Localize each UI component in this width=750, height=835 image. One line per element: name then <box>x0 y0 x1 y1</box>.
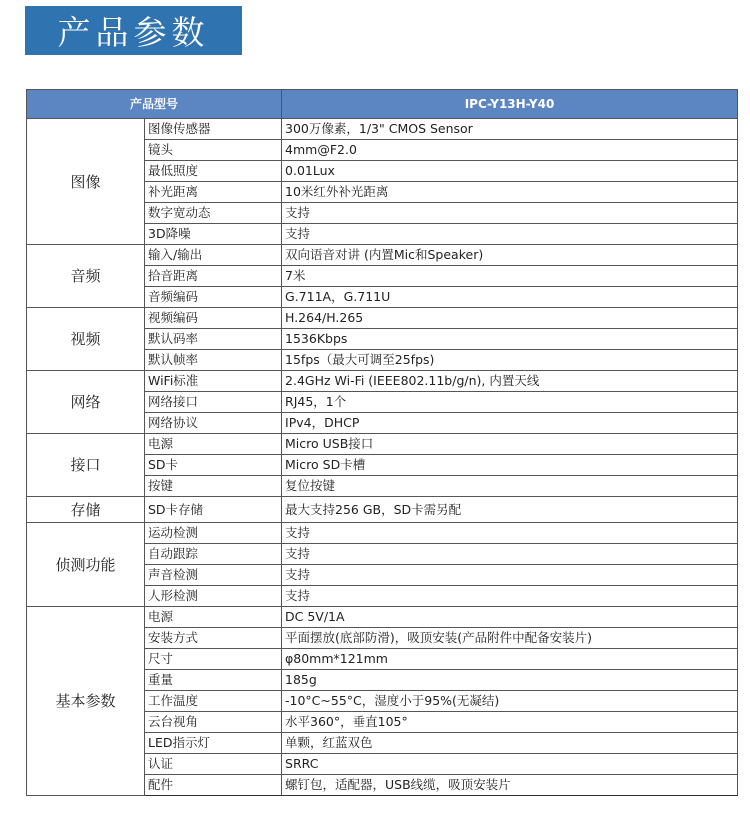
spec-body <box>27 119 738 796</box>
category-cell: 接口 <box>27 434 145 497</box>
spec-label: 音频编码 <box>145 287 282 308</box>
spec-value: 双向语音对讲 (内置Mic和Speaker) <box>282 245 738 266</box>
spec-label: 认证 <box>145 754 282 775</box>
spec-label: 网络协议 <box>145 413 282 434</box>
spec-label: 默认码率 <box>145 329 282 350</box>
spec-label: 图像传感器 <box>145 119 282 140</box>
table-row <box>27 308 738 329</box>
spec-value: Micro SD卡槽 <box>282 455 738 476</box>
spec-label: 安装方式 <box>145 628 282 649</box>
spec-value: G.711A，G.711U <box>282 287 738 308</box>
model-value: IPC-Y13H-Y40 <box>282 90 738 119</box>
spec-value: 0.01Lux <box>282 161 738 182</box>
spec-label: LED指示灯 <box>145 733 282 754</box>
spec-value: -10°C~55°C，湿度小于95%(无凝结) <box>282 691 738 712</box>
table-row <box>27 434 738 455</box>
category-cell: 存储 <box>27 497 145 523</box>
spec-value: 支持 <box>282 523 738 544</box>
spec-label: 视频编码 <box>145 308 282 329</box>
spec-value: 支持 <box>282 224 738 245</box>
spec-label: 镜头 <box>145 140 282 161</box>
spec-label: SD卡 <box>145 455 282 476</box>
spec-value: DC 5V/1A <box>282 607 738 628</box>
spec-value: 1536Kbps <box>282 329 738 350</box>
spec-value: 最大支持256 GB，SD卡需另配 <box>282 497 738 523</box>
spec-label: 输入/输出 <box>145 245 282 266</box>
category-cell: 基本参数 <box>27 607 145 796</box>
spec-label: 拾音距离 <box>145 266 282 287</box>
spec-value: IPv4，DHCP <box>282 413 738 434</box>
category-cell: 侦测功能 <box>27 523 145 607</box>
category-cell: 图像 <box>27 119 145 245</box>
spec-value: 2.4GHz Wi-Fi (IEEE802.11b/g/n), 内置天线 <box>282 371 738 392</box>
spec-label: 人形检测 <box>145 586 282 607</box>
spec-value: 支持 <box>282 586 738 607</box>
spec-value: 支持 <box>282 565 738 586</box>
model-label: 产品型号 <box>27 90 282 119</box>
spec-label: 配件 <box>145 775 282 796</box>
spec-value: 300万像素，1/3" CMOS Sensor <box>282 119 738 140</box>
table-header-row <box>27 90 738 119</box>
table-row <box>27 497 738 523</box>
category-cell: 视频 <box>27 308 145 371</box>
page-title: 产品参数 <box>25 6 242 55</box>
table-row <box>27 523 738 544</box>
spec-value: H.264/H.265 <box>282 308 738 329</box>
category-cell: 音频 <box>27 245 145 308</box>
spec-label: SD卡存储 <box>145 497 282 523</box>
spec-label: 按键 <box>145 476 282 497</box>
spec-label: 工作温度 <box>145 691 282 712</box>
spec-label: 默认帧率 <box>145 350 282 371</box>
spec-label: 尺寸 <box>145 649 282 670</box>
spec-label: 最低照度 <box>145 161 282 182</box>
spec-table <box>26 89 738 796</box>
spec-value: 平面摆放(底部防滑)，吸顶安装(产品附件中配备安装片) <box>282 628 738 649</box>
spec-value: 单颗，红蓝双色 <box>282 733 738 754</box>
spec-label: 电源 <box>145 434 282 455</box>
spec-value: SRRC <box>282 754 738 775</box>
spec-label: 重量 <box>145 670 282 691</box>
spec-value: 7米 <box>282 266 738 287</box>
table-row <box>27 119 738 140</box>
spec-value: 复位按键 <box>282 476 738 497</box>
spec-label: 运动检测 <box>145 523 282 544</box>
spec-value: 15fps（最大可调至25fps) <box>282 350 738 371</box>
spec-value: 螺钉包，适配器，USB线缆，吸顶安装片 <box>282 775 738 796</box>
spec-value: φ80mm*121mm <box>282 649 738 670</box>
spec-label: WiFi标准 <box>145 371 282 392</box>
spec-label: 声音检测 <box>145 565 282 586</box>
spec-label: 云台视角 <box>145 712 282 733</box>
spec-value: 185g <box>282 670 738 691</box>
spec-value: 支持 <box>282 203 738 224</box>
spec-value: 10米红外补光距离 <box>282 182 738 203</box>
spec-value: 支持 <box>282 544 738 565</box>
spec-label: 电源 <box>145 607 282 628</box>
table-row <box>27 371 738 392</box>
spec-value: 水平360°，垂直105° <box>282 712 738 733</box>
table-row <box>27 607 738 628</box>
spec-label: 自动跟踪 <box>145 544 282 565</box>
table-row <box>27 245 738 266</box>
spec-value: RJ45，1个 <box>282 392 738 413</box>
category-cell: 网络 <box>27 371 145 434</box>
spec-label: 数字宽动态 <box>145 203 282 224</box>
spec-value: 4mm@F2.0 <box>282 140 738 161</box>
spec-label: 补光距离 <box>145 182 282 203</box>
spec-label: 3D降噪 <box>145 224 282 245</box>
spec-value: Micro USB接口 <box>282 434 738 455</box>
spec-label: 网络接口 <box>145 392 282 413</box>
